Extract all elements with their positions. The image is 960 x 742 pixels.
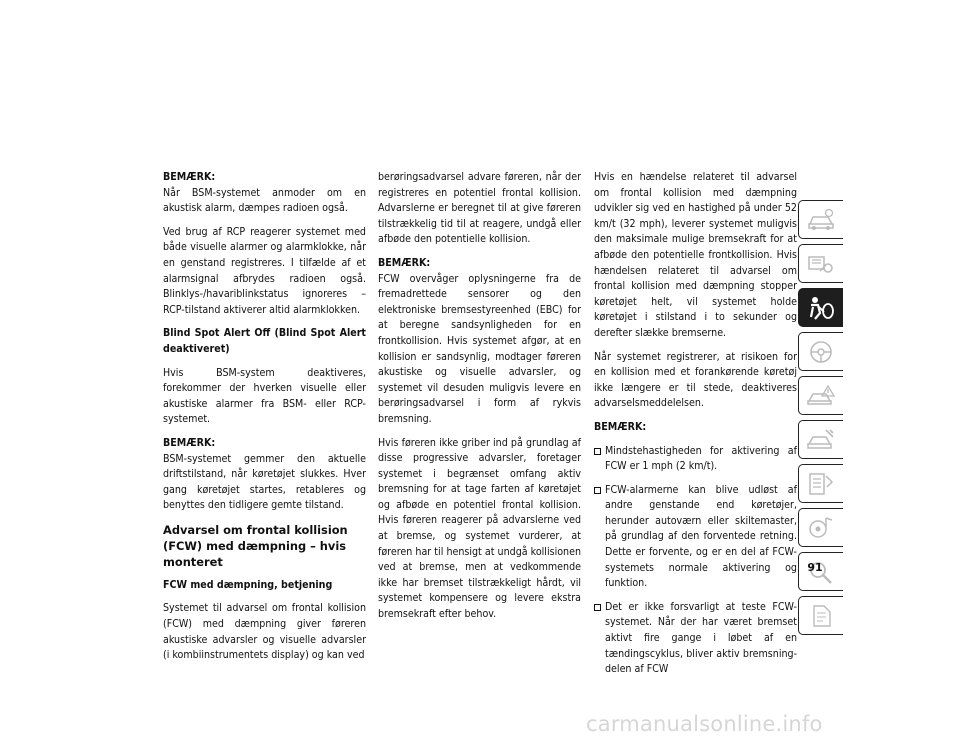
tab-service[interactable] <box>798 420 843 459</box>
paragraph-fcw-intro: Systemet til advarsel om frontal kollision (FCW) med dæmpning giver føreren akustiske advarsler og visuelle advarsler (i kombiinstrumentets display) og kan ved <box>163 602 366 662</box>
paragraph-fcw-continued: berøringsadvarsel advare føreren, når der registreres en potentiel frontal kollision. Advarslerne er beregnet til at give føreren tilstrækkelig tid til at reagere, undgå eller afbøde den potentielle kollision. <box>378 171 581 246</box>
tab-maintenance[interactable] <box>798 464 843 503</box>
note-bsm-memory <box>163 436 366 514</box>
bullet-item: Det er ikke forsvarligt at teste FCW-systemet. Når der har været bremset aktivt fire gange i løbet af en tændingscyklus, bliver aktiv bremsning-delen af FCW <box>594 600 797 678</box>
bullet-item: FCW-alarmerne kan blive udløst af andre genstande end køretøjer, herunder autoværn eller skiltemaster, på grundlag af den forventede retning. Dette er forvente, og er en del af FCW-systemets normale aktivering og funktion. <box>594 483 797 592</box>
note-title: BEMÆRK: <box>163 171 216 183</box>
multimedia-icon <box>806 515 836 541</box>
subheading-fcw-operation: FCW med dæmpning, betjening <box>163 578 333 591</box>
paragraph-fcw-braking: Hvis føreren ikke griber ind på grundlag af disse progressive advarsler, foretager systemet i begrænset omfang aktiv bremsning for at tage farten af køretøjet og afbøde en potentiel frontal kollision. Hvis føreren reagerer på advarslerne ved at bremse, og systemet vurderer, at føreren har til hensigt at undgå kollisionen ved at bremse, men at vedkommende ikke har bremset tilstrækkeligt hårdt, vil systemet kompensere og levere ekstra bremsekraft efter behov. <box>378 436 581 621</box>
language-index-icon <box>806 603 836 629</box>
car-info-icon <box>806 207 836 233</box>
note-text: FCW overvåger oplysningerne fra de fremadrettede sensorer og den elektroniske bremsestyreenhed (EBC) for at beregne sandsynligheden for en frontkollision. Hvis systemet afgør, at en kollision er sandsynlig, modtager føreren akustiske og visuelle advarsler, og systemet vil desuden muligvis levere en berøringsadvarsel i form af rykvis bremsning. <box>378 272 581 425</box>
note-bsm-radio <box>163 170 366 217</box>
tab-keys[interactable] <box>798 244 843 283</box>
tab-multimedia[interactable] <box>798 508 843 547</box>
chapter-tab-sidebar <box>798 200 844 640</box>
note-title: BEMÆRK: <box>594 420 647 433</box>
paragraph-fcw-low-speed: Hvis en hændelse relateret til advarsel om frontal kollision med dæmpning udvikler sig ved en hastighed på under 52 km/t (32 mph), leverer systemet muligvis den maksimale mulige bremsekraft for at afbøde den potentielle frontkollision. Hvis hændelsen relateret til advarsel om frontal kollision med dæmpning stopper køretøjet helt, vil systemet holde køretøjet i stilstand i to sekunder og derefter slække bremserne. <box>594 171 797 339</box>
text-column-2 <box>378 170 581 631</box>
tab-safety[interactable] <box>798 288 843 327</box>
note-title: BEMÆRK: <box>378 256 431 269</box>
section-title-fcw: Advarsel om frontal kollision (FCW) med dæmpning – hvis monteret <box>163 522 348 569</box>
checkbox-bullet-icon <box>594 487 601 494</box>
subheading-blind-spot-off: Blind Spot Alert Off (Blind Spot Alert deaktiveret) <box>163 327 366 355</box>
car-keys-icon <box>806 251 836 277</box>
text-column-1 <box>163 170 366 672</box>
note-bullet-list <box>594 444 797 678</box>
tab-languages[interactable] <box>798 596 843 635</box>
checkbox-bullet-icon <box>594 448 601 455</box>
note-fcw-sensors <box>378 256 581 428</box>
note-text: BSM-systemet gemmer den aktuelle driftstilstand, når køretøjet slukkes. Hver gang køretøjet startes, retableres og benyttes den tidligere gemte tilstand. <box>163 452 366 512</box>
car-warning-icon <box>806 383 836 409</box>
paragraph-bsm-deactivated: Hvis BSM-system deaktiveres, forekommer der hverken visuelle eller akustiske alarmer fra BSM- eller RCP-systemet. <box>163 366 366 426</box>
tab-car-info[interactable] <box>798 200 843 239</box>
note-text: Når BSM-systemet anmoder om en akustisk alarm, dæmpes radioen også. <box>163 186 366 215</box>
steering-wheel-icon <box>806 339 836 365</box>
car-service-icon <box>806 427 836 453</box>
bullet-item: Mindstehastigheden for aktivering af FCW er 1 mph (2 km/t). <box>594 444 797 475</box>
tab-driving[interactable] <box>798 332 843 371</box>
paragraph-fcw-risk-cleared: Når systemet registrerer, at risikoen for en kollision med et forankørende køretøj ikke længere er til stede, deaktiveres advarselsmeddelelsen. <box>594 350 797 410</box>
paragraph-rcp: Ved brug af RCP reagerer systemet med både visuelle alarmer og alarmklokke, når en genstand registreres. I tilfælde af et alarmsignal afbrydes radioen også. Blinklys-/havariblinkstatus ignoreres – RCP-tilstand aktiverer altid alarmklokken. <box>163 225 366 316</box>
checkbox-bullet-icon <box>594 604 601 611</box>
note-title: BEMÆRK: <box>163 436 216 449</box>
page-number: 91 <box>807 561 823 574</box>
maintenance-list-icon <box>806 471 836 497</box>
text-column-3 <box>594 170 797 686</box>
watermark: carmanualsonline.info <box>586 712 823 736</box>
tab-emergency[interactable] <box>798 376 843 415</box>
airbag-safety-icon <box>806 295 836 321</box>
